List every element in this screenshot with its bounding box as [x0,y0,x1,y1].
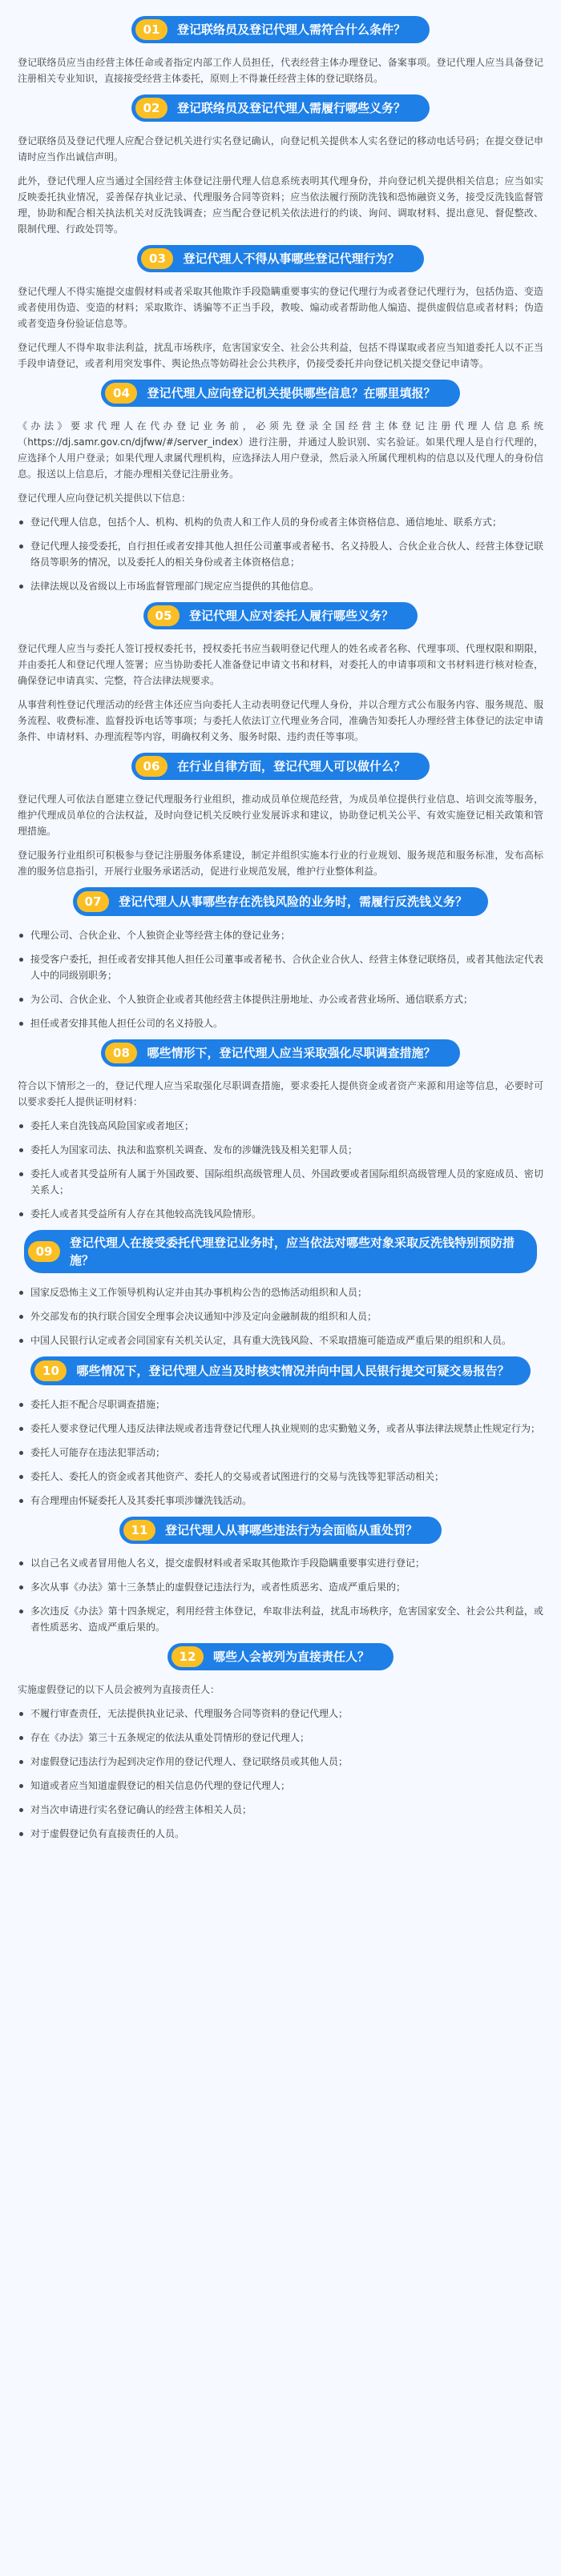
list-item: 以自己名义或者冒用他人名义，提交虚假材料或者采取其他欺诈手段隐瞒重要事实进行登记； [18,1555,543,1571]
list-item: 存在《办法》第三十五条规定的依法从重处罚情形的登记代理人； [18,1730,543,1746]
answer-list [0,1706,561,1842]
list-item: 代理公司、合伙企业、个人独资企业等经营主体的登记业务； [18,927,543,943]
question-title: 登记联络员及登记代理人需履行哪些义务？ [176,101,406,115]
question-header [0,1230,561,1273]
qa-section [0,887,561,1031]
answer-paragraph: 登记代理人应向登记机关提供以下信息： [18,492,192,504]
list-item: 担任或者安排其他人担任公司的名义持股人。 [18,1015,543,1031]
list-item: 登记代理人接受委托，自行担任或者安排其他人担任公司董事或者秘书、名义持股人、合伙企业合伙人、经营主体登记联络员等职务的情况，以及委托人的相关身份或者主体资格信息； [18,538,543,570]
question-number-badge: 09 [28,1241,60,1262]
question-number-badge: 04 [105,383,137,404]
list-item: 国家反恐怖主义工作领导机构认定并由其办事机构公告的恐怖活动组织和人员； [18,1284,543,1300]
list-item: 多次从事《办法》第十三条禁止的虚假登记违法行为，或者性质恶劣、造成严重后果的； [18,1579,543,1595]
question-number-badge: 12 [172,1646,204,1667]
question-header [0,1643,561,1670]
question-title: 登记代理人应向登记机关提供哪些信息？在哪里填报？ [147,386,436,400]
question-pill [73,887,488,916]
question-header [0,602,561,629]
list-item: 委托人或者其受益所有人属于外国政要、国际组织高级管理人员、外国政要或者国际组织高级管理人员的家庭成员、密切关系人； [18,1166,543,1198]
answer-paragraph: 从事营利性登记代理活动的经营主体还应当向委托人主动表明登记代理人身份，并以合理方式公布服务内容、服务规范、服务流程、收费标准、监督投诉电话等事项；与委托人依法订立代理业务合同，准确告知委托人办理经营主体登记的法定申请条件、申请材料、办理流程等内容，明确权利义务、服务时限、违约责任等事项。 [18,699,543,742]
answer-list [0,1284,561,1348]
answer-list [0,927,561,1031]
list-item: 委托人要求登记代理人违反法律法规或者违背登记代理人执业规则的忠实勤勉义务，或者从事法律法规禁止性规定行为； [18,1421,543,1437]
qa-section [0,245,561,372]
answer-paragraph: 登记联络员应当由经营主体任命或者指定内部工作人员担任，代表经营主体办理登记、备案事项。登记代理人应当具备登记注册相关专业知识，直接接受经营主体委托，原则上不得兼任经营主体的登记联络员。 [18,57,543,84]
answer-paragraph: 登记代理人不得牟取非法利益，扰乱市场秩序，危害国家安全、社会公共利益，包括不得谋取或者应当知道委托人以不正当手段申请登记，或者利用突发事件、舆论热点等妨碍社会公共秩序，仍接受委托并向登记机关提交登记申请等。 [18,342,543,369]
answer-list [0,1118,561,1222]
list-item: 外交部发布的执行联合国安全理事会决议通知中涉及定向金融制裁的组织和人员； [18,1308,543,1324]
answer-paragraph: 登记联络员及登记代理人应配合登记机关进行实名登记确认，向登记机关提供本人实名登记的移动电话号码；在提交登记申请时应当作出诚信声明。 [18,135,543,163]
question-title: 登记代理人应对委托人履行哪些义务？ [188,609,394,623]
question-header [0,887,561,916]
question-pill [131,753,430,780]
question-number-badge: 10 [34,1360,67,1381]
qa-section [0,602,561,745]
answer-paragraph: 登记代理人可依法自愿建立登记代理服务行业组织，推动成员单位规范经营，为成员单位提供行业信息、培训交流等服务，维护代理成员单位的合法权益，及时向登记机关反映行业发展诉求和建议，协助登记机关公平、有效实施登记相关政策和管理措施。 [18,794,543,837]
question-title: 哪些情形下，登记代理人应当采取强化尽职调查措施？ [147,1046,436,1060]
question-title: 登记代理人从事哪些存在洗钱风险的业务时，需履行反洗钱义务？ [118,894,467,909]
list-item: 知道或者应当知道虚假登记的相关信息仍代理的登记代理人； [18,1778,543,1794]
list-item: 对虚假登记违法行为起到决定作用的登记代理人、登记联络员或其他人员； [18,1754,543,1770]
answer-list [0,1397,561,1509]
question-title: 登记代理人在接受委托代理登记业务时，应当依法对哪些对象采取反洗钱特别预防措施？ [70,1236,515,1268]
list-item: 对当次申请进行实名登记确认的经营主体相关人员； [18,1802,543,1818]
qa-section [0,1643,561,1842]
question-number-badge: 07 [77,891,109,912]
list-item: 中国人民银行认定或者会同国家有关机关认定，具有重大洗钱风险、不采取措施可能造成严重后果的组织和人员。 [18,1332,543,1348]
question-header [0,1039,561,1067]
qa-section [0,380,561,594]
question-pill [119,1517,442,1544]
answer-paragraph: 《办法》要求代理人在代办登记业务前，必须先登录全国经营主体登记注册代理人信息系统（https://dj.samr.gov.cn/djfww/#/server_index）进行注册，并通过人脸识别、实名验证。如果代理人是自行代理的，应选择个人用户登录；如果代理人隶属代理机构，应选择法人用户登录，然后录入所属代理机构的信息以及代理人的身份信息。报送以上信息后，才能办理相关登记注册业务。 [18,420,543,480]
question-number-badge: 05 [147,605,180,626]
question-pill [131,16,430,43]
list-item: 委托人为国家司法、执法和监察机关调查、发布的涉嫌洗钱及相关犯罪人员； [18,1142,543,1158]
question-number-badge: 08 [105,1043,137,1063]
question-header [0,1517,561,1544]
question-pill [24,1230,537,1273]
question-pill [101,1039,459,1067]
question-number-badge: 06 [135,756,167,777]
list-item: 委托人来自洗钱高风险国家或者地区； [18,1118,543,1134]
qa-section [0,1039,561,1222]
list-item: 委托人可能存在违法犯罪活动； [18,1445,543,1461]
question-header [0,380,561,407]
list-item: 委托人拒不配合尽职调查措施； [18,1397,543,1413]
question-pill [167,1643,394,1670]
question-title: 登记代理人不得从事哪些登记代理行为？ [183,251,400,266]
qa-section [0,1517,561,1635]
question-header [0,1356,561,1385]
question-pill [143,602,418,629]
question-number-badge: 11 [123,1520,155,1541]
list-item: 对于虚假登记负有直接责任的人员。 [18,1826,543,1842]
question-pill [137,245,423,272]
question-title: 登记联络员及登记代理人需符合什么条件？ [176,22,406,37]
question-title: 在行业自律方面，登记代理人可以做什么？ [176,759,406,774]
answer-paragraph: 此外，登记代理人应当通过全国经营主体登记注册代理人信息系统表明其代理身份，并向登记机关提供相关信息；应当如实反映委托执业情况，妥善保存执业记录、代理服务合同等资料；应当依法履行预防洗钱和恐怖融资义务，接受反洗钱监督管理，协助和配合相关执法机关对反洗钱调查；应当配合登记机关依法进行的约谈、询问、调取材料、提出意见、督促整改、限制代理、行政处罚等。 [18,175,543,235]
question-pill [30,1356,530,1385]
answer-paragraph: 登记服务行业组织可积极参与登记注册服务体系建设，制定并组织实施本行业的行业规划、服务规范和服务标准，发布高标准的服务信息指引，开展行业服务承诺活动，促进行业规范发展，维护行业整体利益。 [18,850,543,877]
question-number-badge: 01 [135,19,167,40]
question-header [0,16,561,43]
question-number-badge: 02 [135,98,167,119]
answer-paragraph: 实施虚假登记的以下人员会被列为直接责任人： [18,1684,220,1695]
list-item: 接受客户委托，担任或者安排其他人担任公司董事或者秘书、合伙企业合伙人、经营主体登记联络员，或者其他法定代表人中的同级别职务； [18,951,543,983]
question-header [0,245,561,272]
question-number-badge: 03 [141,248,173,269]
qa-section [0,1230,561,1348]
qa-section [0,1356,561,1509]
list-item: 登记代理人信息，包括个人、机构、机构的负责人和工作人员的身份或者主体资格信息、通信地址、联系方式； [18,514,543,530]
question-pill [101,380,459,407]
question-title: 登记代理人从事哪些违法行为会面临从重处罚？ [164,1523,418,1537]
answer-paragraph: 登记代理人应当与委托人签订授权委托书，授权委托书应当载明登记代理人的姓名或者名称、代理事项、代理权限和期限，并由委托人和登记代理人签署；应当协助委托人准备登记申请文书和材料，对委托人的申请事项和文书材料进行核对检查，确保登记申请真实、完整，符合法律法规要求。 [18,643,543,686]
question-title: 哪些人会被列为直接责任人？ [212,1650,369,1664]
list-item: 委托人或者其受益所有人存在其他较高洗钱风险情形。 [18,1206,543,1222]
list-item: 有合理理由怀疑委托人及其委托事项涉嫌洗钱活动。 [18,1493,543,1509]
answer-paragraph: 符合以下情形之一的，登记代理人应当采取强化尽职调查措施，要求委托人提供资金或者资产来源和用途等信息，必要时可以要求委托人提供证明材料： [18,1080,543,1107]
answer-list [0,514,561,594]
qa-section [0,753,561,879]
list-item: 法律法规以及省级以上市场监督管理部门规定应当提供的其他信息。 [18,578,543,594]
qa-section [0,94,561,237]
answer-paragraph: 登记代理人不得实施提交虚假材料或者采取其他欺诈手段隐瞒重要事实的登记代理行为或者登记代理行为，包括伪造、变造或者使用伪造、变造的材料；采取欺诈、诱骗等不正当手段，教唆、煽动或者帮助他人编造、提供虚假信息或者材料；伪造或者变造身份验证信息等。 [18,286,543,329]
list-item: 委托人、委托人的资金或者其他资产、委托人的交易或者试图进行的交易与洗钱等犯罪活动相关； [18,1469,543,1485]
list-item: 为公司、合伙企业、个人独资企业或者其他经营主体提供注册地址、办公或者营业场所、通信联系方式； [18,991,543,1007]
question-header [0,94,561,122]
list-item: 不履行审查责任，无法提供执业记录、代理服务合同等资料的登记代理人； [18,1706,543,1722]
question-header [0,753,561,780]
list-item: 多次违反《办法》第十四条规定，利用经营主体登记，牟取非法利益，扰乱市场秩序，危害国家安全、社会公共利益，或者性质恶劣、造成严重后果的。 [18,1603,543,1635]
qa-section [0,16,561,86]
question-title: 哪些情况下，登记代理人应当及时核实情况并向中国人民银行提交可疑交易报告？ [76,1364,510,1378]
answer-list [0,1555,561,1635]
question-pill [131,94,430,122]
